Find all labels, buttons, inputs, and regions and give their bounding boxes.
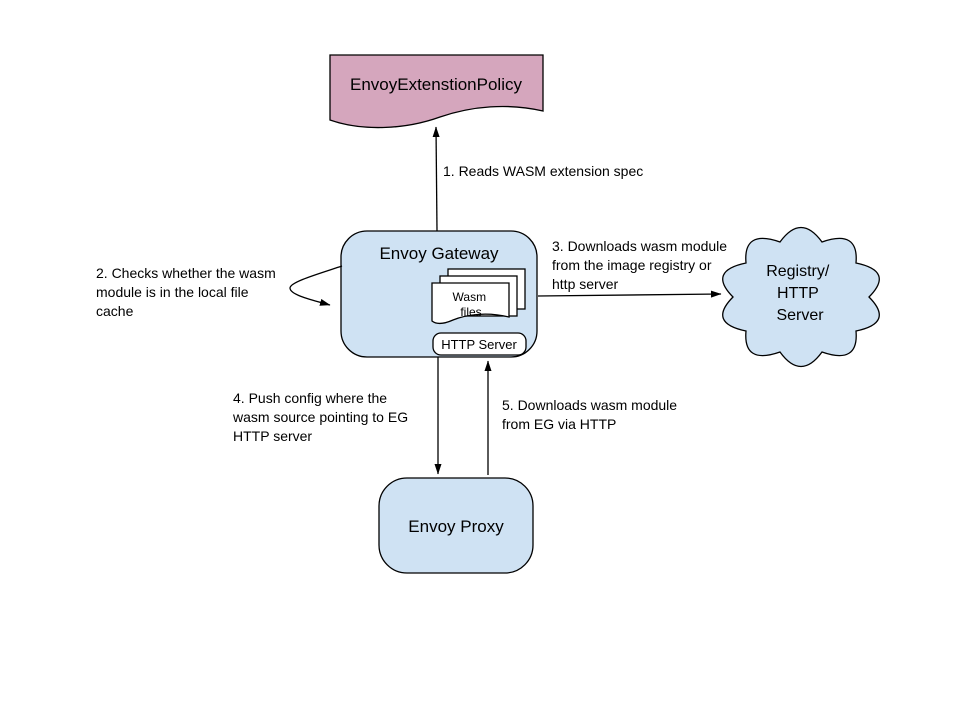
step1-label: 1. Reads WASM extension spec: [443, 163, 644, 179]
step4-label: 4. Push config where the wasm source pointing to EG HTTP server: [233, 390, 409, 444]
step3-label: 3. Downloads wasm module from the image registry or http server: [552, 238, 728, 292]
envoy-proxy-label: Envoy Proxy: [408, 517, 504, 536]
envoy-extension-policy-label: EnvoyExtenstionPolicy: [350, 75, 522, 94]
arrow-step1: [436, 127, 437, 231]
registry-cloud-label: Registry/ HTTP Server: [766, 263, 830, 324]
wasm-files-stack: [432, 269, 525, 324]
arrow-step2: [290, 266, 342, 305]
step5-label: 5. Downloads wasm module from EG via HTTP: [502, 397, 678, 432]
step2-label: 2. Checks whether the wasm module is in the local file cache: [96, 265, 276, 319]
http-server-label: HTTP Server: [441, 337, 517, 352]
envoy-gateway-label: Envoy Gateway: [379, 244, 499, 263]
wasm-files-label: Wasm files: [452, 290, 487, 319]
arrow-step3: [538, 294, 721, 296]
